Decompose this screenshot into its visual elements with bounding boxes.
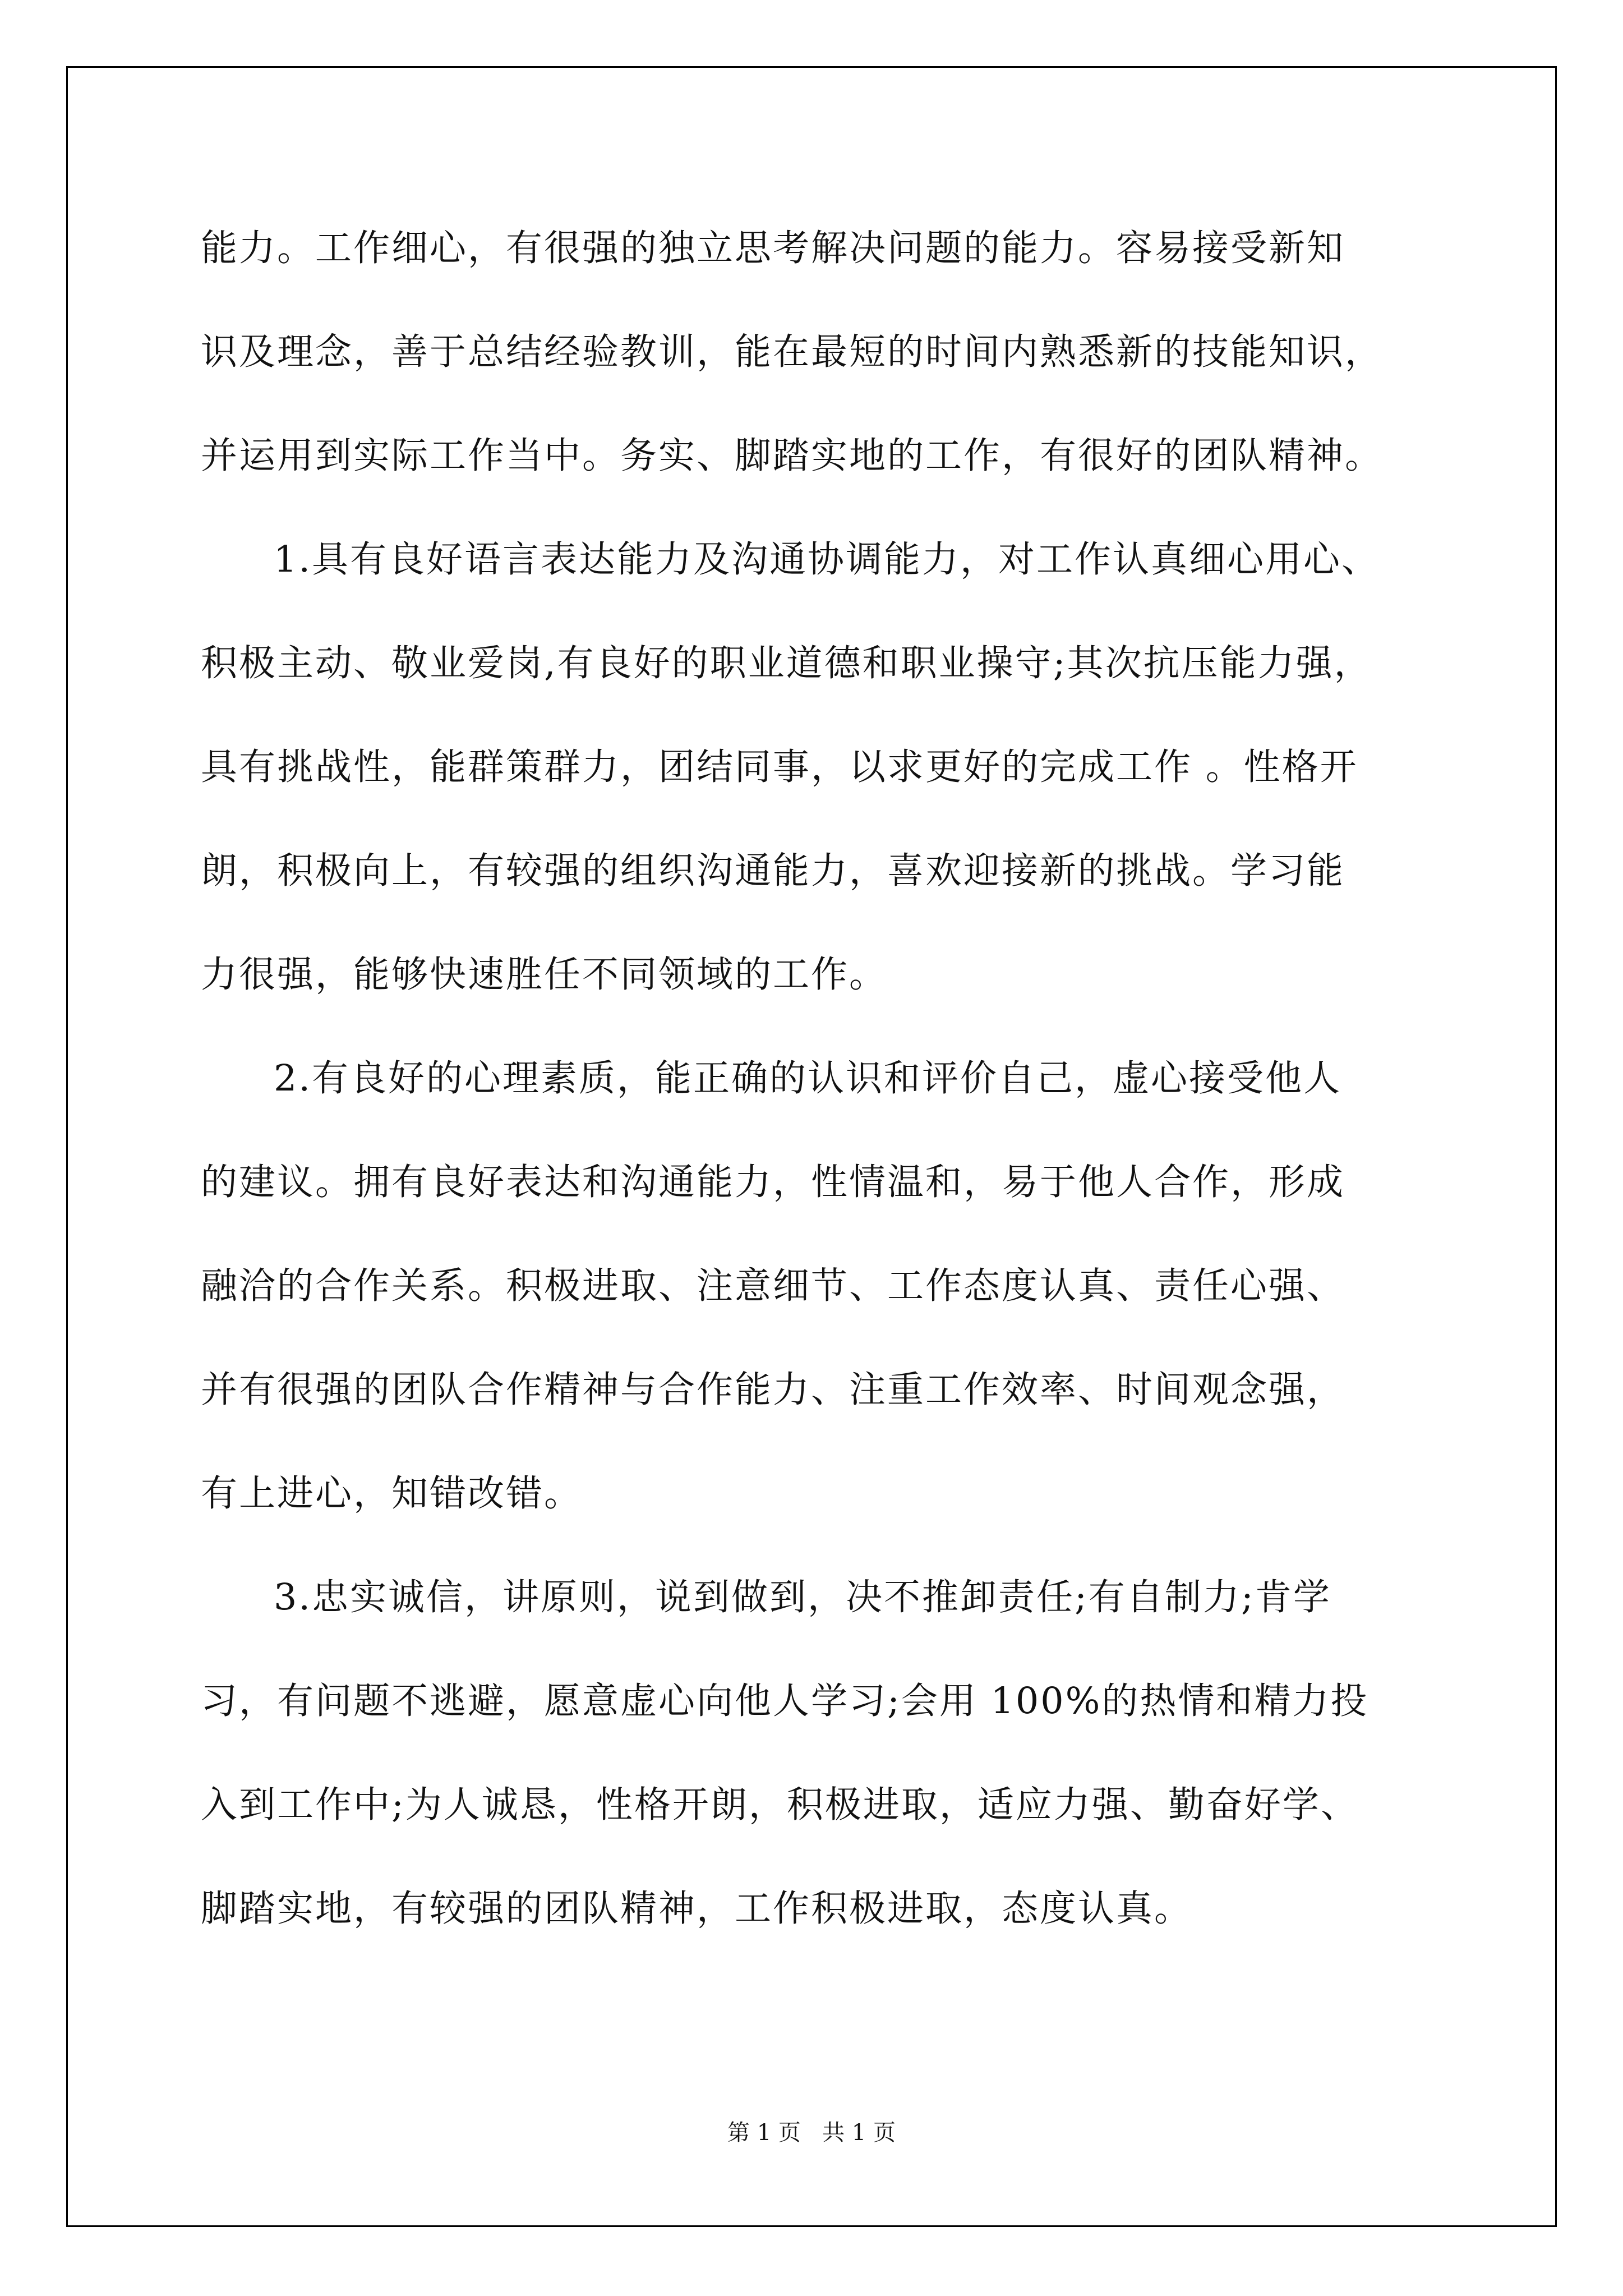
paragraph-line: 脚踏实地，有较强的团队精神，工作积极进取，态度认真。: [201, 1888, 1193, 1930]
paragraph-line: 融洽的合作关系。积极进取、注意细节、工作态度认真、责任心强、: [201, 1265, 1345, 1307]
paragraph-line: 具有挑战性，能群策群力，团结同事，以求更好的完成工作 。性格开: [201, 746, 1358, 788]
paragraph-line: 习，有问题不逃避，愿意虚心向他人学习;会用 100%的热情和精力投: [201, 1680, 1369, 1722]
paragraph-line: 1.具有良好语言表达能力及沟通协调能力，对工作认真细心用心、: [274, 539, 1380, 581]
paragraph-line: 积极主动、敬业爱岗,有良好的职业道德和职业操守;其次抗压能力强，: [201, 642, 1372, 684]
paragraph-line: 有上进心，知错改错。: [201, 1473, 583, 1515]
document-body: [201, 196, 1440, 1961]
page-number-footer: 第 1 页 共 1 页: [727, 2120, 896, 2146]
paragraph-line: 识及理念，善于总结经验教训，能在最短的时间内熟悉新的技能知识，: [201, 331, 1384, 373]
paragraph-line: 朗，积极向上，有较强的组织沟通能力，喜欢迎接新的挑战。学习能: [201, 850, 1345, 892]
paragraph-line: 并有很强的团队合作精神与合作能力、注重工作效率、时间观念强，: [201, 1369, 1345, 1411]
paragraph-line: 能力。工作细心，有很强的独立思考解决问题的能力。容易接受新知: [201, 227, 1345, 269]
paragraph-line: 2.有良好的心理素质，能正确的认识和评价自己，虚心接受他人: [274, 1057, 1342, 1099]
paragraph-line: 力很强，能够快速胜任不同领域的工作。: [201, 954, 888, 996]
paragraph-line: 的建议。拥有良好表达和沟通能力，性情温和，易于他人合作，形成: [201, 1161, 1345, 1203]
paragraph-line: 并运用到实际工作当中。务实、脚踏实地的工作，有很好的团队精神。: [201, 435, 1384, 477]
paragraph-line: 入到工作中;为人诚恳，性格开朗，积极进取，适应力强、勤奋好学、: [201, 1784, 1359, 1826]
paragraph-line: 3.忠实诚信，讲原则，说到做到，决不推卸责任;有自制力;肯学: [274, 1576, 1331, 1618]
